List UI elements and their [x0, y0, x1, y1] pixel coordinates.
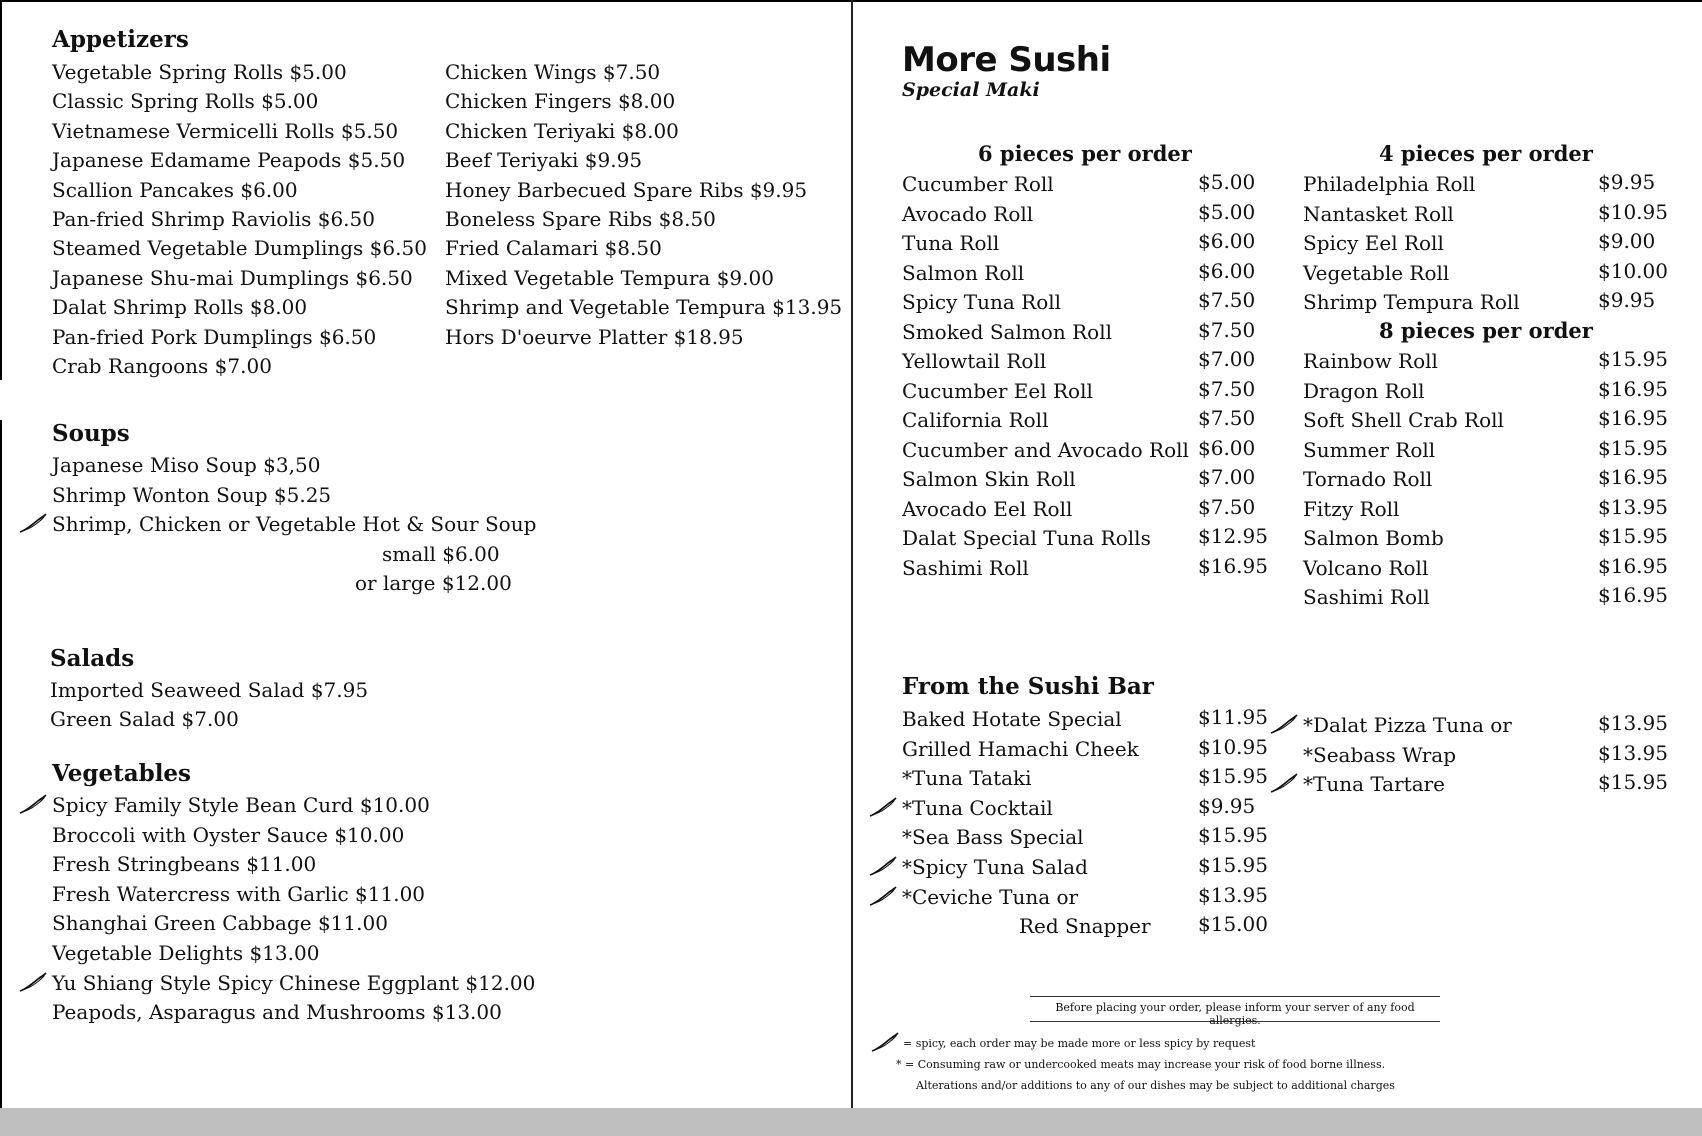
vegetable-item: Peapods, Asparagus and Mushrooms $13.00: [52, 1000, 502, 1025]
menu-item-price: $7.00: [1198, 465, 1256, 489]
appetizer-item: Pan-fried Shrimp Raviolis $6.50: [52, 207, 375, 231]
menu-item-price: $10.00: [1598, 258, 1668, 283]
menu-item-name: Cucumber and Avocado Roll: [902, 437, 1189, 462]
appetizers-heading: Appetizers: [52, 26, 189, 53]
menu-item-name: Salmon Skin Roll: [902, 467, 1076, 491]
appetizer-item: Mixed Vegetable Tempura $9.00: [445, 265, 774, 290]
menu-item-price: $16.95: [1598, 465, 1668, 489]
menu-item-name: Philadelphia Roll: [1303, 172, 1476, 196]
menu-item-price: $15.95: [1198, 764, 1268, 789]
menu-item-price: $7.50: [1198, 376, 1256, 401]
menu-item-name: *Ceviche Tuna or: [902, 884, 1079, 909]
menu-item-price: $16.95: [1598, 376, 1668, 401]
allergy-notice-text: Before placing your order, please inform your server of any food allergies.: [1055, 1001, 1415, 1027]
menu-item-price: $7.50: [1198, 494, 1256, 519]
menu-item-price: $16.95: [1198, 553, 1268, 578]
menu-item-name: Cucumber Eel Roll: [902, 378, 1093, 403]
menu-item-price: $15.00: [1198, 912, 1268, 937]
allergy-notice: [1030, 996, 1440, 1027]
menu-item-price: $6.00: [1198, 258, 1256, 283]
vegetable-item: Shanghai Green Cabbage $11.00: [52, 911, 388, 936]
menu-item-name: Avocado Eel Roll: [902, 496, 1073, 521]
menu-item-name: Vegetable Roll: [1303, 260, 1450, 285]
menu-item-name: Avocado Roll: [902, 201, 1034, 226]
menu-item-price: $16.95: [1598, 583, 1668, 607]
menu-item-name: *Spicy Tuna Salad: [902, 855, 1088, 879]
more-sushi-heading: More Sushi: [902, 40, 1111, 80]
soup-large-price: or large $12.00: [355, 571, 512, 595]
six-pieces-header: 6 pieces per order: [978, 141, 1192, 166]
menu-item-name: *Sea Bass Special: [902, 825, 1084, 850]
alterations-note-text: Alterations and/or additions to any of our dishes may be subject to additional charges: [916, 1079, 1395, 1092]
chili-pepper-icon: [1269, 713, 1299, 735]
menu-item-price: $9.95: [1598, 170, 1656, 194]
appetizer-item: Steamed Vegetable Dumplings $6.50: [52, 236, 427, 261]
menu-item-price: $15.95: [1598, 435, 1668, 460]
appetizer-item: Chicken Fingers $8.00: [445, 89, 676, 114]
menu-item-name: *Tuna Tartare: [1303, 772, 1446, 797]
menu-item-price: $6.00: [1198, 229, 1256, 253]
appetizer-item: Chicken Wings $7.50: [445, 60, 661, 84]
vegetable-item: Fresh Watercress with Garlic $11.00: [52, 881, 426, 906]
menu-item-price: $16.95: [1598, 406, 1668, 430]
menu-item-price: $13.95: [1198, 882, 1268, 907]
menu-item-price: $7.00: [1198, 347, 1256, 371]
menu-item-name: Tornado Roll: [1303, 467, 1433, 491]
soup-item: Shrimp Wonton Soup $5.25: [52, 482, 332, 507]
appetizer-item: Hors D'oeurve Platter $18.95: [445, 324, 744, 349]
menu-item-price: $6.00: [1198, 435, 1256, 460]
menu-item-name: Soft Shell Crab Roll: [1303, 408, 1504, 432]
menu-item-name: Summer Roll: [1303, 437, 1436, 462]
appetizer-item: Japanese Edamame Peapods $5.50: [52, 148, 406, 173]
special-maki-subheading: Special Maki: [902, 79, 1040, 101]
page-fold-divider: [851, 0, 853, 1108]
menu-item-name: Dalat Special Tuna Rolls: [902, 526, 1151, 550]
menu-item-name: Nantasket Roll: [1303, 201, 1454, 226]
vegetable-item: Broccoli with Oyster Sauce $10.00: [52, 822, 405, 847]
menu-item-name: *Tuna Tataki: [902, 766, 1032, 791]
page-left-border-lower: [0, 420, 2, 1108]
appetizer-item: Pan-fried Pork Dumplings $6.50: [52, 324, 377, 349]
soups-heading: Soups: [52, 420, 130, 447]
chili-pepper-icon: [868, 855, 898, 877]
salad-item: Green Salad $7.00: [50, 707, 239, 731]
menu-item-name: California Roll: [902, 408, 1049, 432]
menu-item-name: Smoked Salmon Roll: [902, 319, 1112, 344]
chili-pepper-icon: [870, 1031, 900, 1053]
menu-item-price: $10.95: [1198, 734, 1268, 759]
menu-item-price: $15.95: [1598, 524, 1668, 548]
menu-item-price: $9.00: [1598, 229, 1656, 253]
menu-item-price: $15.95: [1198, 823, 1268, 848]
menu-item-price: $7.50: [1198, 406, 1256, 430]
appetizer-item: Shrimp and Vegetable Tempura $13.95: [445, 295, 843, 320]
soup-item: Shrimp, Chicken or Vegetable Hot & Sour Soup: [52, 512, 537, 536]
menu-item-price: $7.50: [1198, 288, 1256, 312]
menu-item-name: Salmon Roll: [902, 260, 1025, 285]
appetizer-item: Dalat Shrimp Rolls $8.00: [52, 295, 308, 320]
soup-small-price: small $6.00: [382, 542, 500, 566]
vegetable-item: Spicy Family Style Bean Curd $10.00: [52, 793, 430, 817]
menu-item-price: $10.95: [1598, 199, 1668, 224]
chili-pepper-icon: [868, 885, 898, 907]
menu-item-price: $13.95: [1598, 494, 1668, 519]
menu-item-name: Dragon Roll: [1303, 378, 1425, 403]
appetizer-item: Beef Teriyaki $9.95: [445, 148, 643, 173]
menu-item-price: $15.95: [1198, 853, 1268, 877]
menu-item-name: Sashimi Roll: [902, 555, 1029, 580]
vegetable-item: Vegetable Delights $13.00: [52, 941, 320, 965]
menu-item-price: $15.95: [1598, 770, 1668, 795]
raw-warning-text: * = Consuming raw or undercooked meats may increase your risk of food borne illness.: [896, 1058, 1386, 1071]
appetizer-item: Vegetable Spring Rolls $5.00: [52, 60, 347, 84]
vegetables-heading: Vegetables: [52, 760, 192, 787]
menu-item-name: Cucumber Roll: [902, 172, 1054, 196]
menu-item-name: Spicy Tuna Roll: [902, 290, 1062, 314]
menu-item-name: Salmon Bomb: [1303, 526, 1444, 550]
chili-pepper-icon: [18, 971, 48, 993]
menu-item-name: Yellowtail Roll: [902, 349, 1047, 373]
chili-pepper-icon: [18, 793, 48, 815]
menu-item-price: $7.50: [1198, 317, 1256, 342]
menu-item-name: Baked Hotate Special: [902, 707, 1122, 731]
menu-item-name: *Tuna Cocktail: [902, 795, 1053, 820]
menu-item-name: Red Snapper: [1019, 914, 1151, 939]
appetizer-item: Scallion Pancakes $6.00: [52, 177, 298, 202]
appetizer-item: Crab Rangoons $7.00: [52, 354, 272, 378]
four-pieces-header: 4 pieces per order: [1379, 141, 1593, 166]
vegetable-item: Yu Shiang Style Spicy Chinese Eggplant $12.00: [52, 970, 536, 995]
menu-item-price: $13.95: [1598, 740, 1668, 765]
appetizer-item: Chicken Teriyaki $8.00: [445, 118, 679, 143]
appetizer-item: Japanese Shu-mai Dumplings $6.50: [52, 265, 413, 290]
appetizer-item: Classic Spring Rolls $5.00: [52, 89, 319, 114]
menu-item-price: $13.95: [1598, 711, 1668, 735]
menu-item-name: Sashimi Roll: [1303, 585, 1430, 609]
chili-pepper-icon: [18, 512, 48, 534]
menu-item-name: *Seabass Wrap: [1303, 742, 1457, 767]
salads-heading: Salads: [50, 645, 135, 672]
menu-item-price: $5.00: [1198, 199, 1256, 224]
menu-item-price: $16.95: [1598, 553, 1668, 578]
menu-item-name: Fitzy Roll: [1303, 496, 1400, 521]
chili-pepper-icon: [1269, 772, 1299, 794]
sushi-bar-heading: From the Sushi Bar: [902, 673, 1154, 700]
menu-item-price: $9.95: [1598, 288, 1656, 312]
menu-item-price: $11.95: [1198, 705, 1268, 729]
menu-item-name: Tuna Roll: [902, 231, 1000, 255]
menu-item-name: *Dalat Pizza Tuna or: [1303, 713, 1512, 737]
eight-pieces-header: 8 pieces per order: [1379, 318, 1593, 343]
spicy-legend-text: = spicy, each order may be made more or less spicy by request: [903, 1037, 1256, 1050]
menu-item-name: Rainbow Roll: [1303, 349, 1438, 373]
page-left-border: [0, 0, 2, 380]
appetizer-item: Vietnamese Vermicelli Rolls $5.50: [52, 118, 399, 143]
menu-item-name: Spicy Eel Roll: [1303, 231, 1444, 255]
menu-item-name: Shrimp Tempura Roll: [1303, 290, 1520, 314]
menu-item-price: $12.95: [1198, 524, 1268, 548]
salad-item: Imported Seaweed Salad $7.95: [50, 678, 369, 702]
appetizer-item: Boneless Spare Ribs $8.50: [445, 207, 716, 231]
appetizer-item: Fried Calamari $8.50: [445, 236, 662, 261]
menu-item-price: $9.95: [1198, 793, 1256, 818]
menu-item-price: $5.00: [1198, 170, 1256, 194]
menu-item-name: Volcano Roll: [1303, 555, 1429, 580]
appetizer-item: Honey Barbecued Spare Ribs $9.95: [445, 177, 808, 202]
vegetable-item: Fresh Stringbeans $11.00: [52, 852, 317, 877]
chili-pepper-icon: [868, 796, 898, 818]
menu-item-name: Grilled Hamachi Cheek: [902, 736, 1139, 761]
menu-item-price: $15.95: [1598, 347, 1668, 371]
soup-item: Japanese Miso Soup $3,50: [52, 453, 321, 477]
